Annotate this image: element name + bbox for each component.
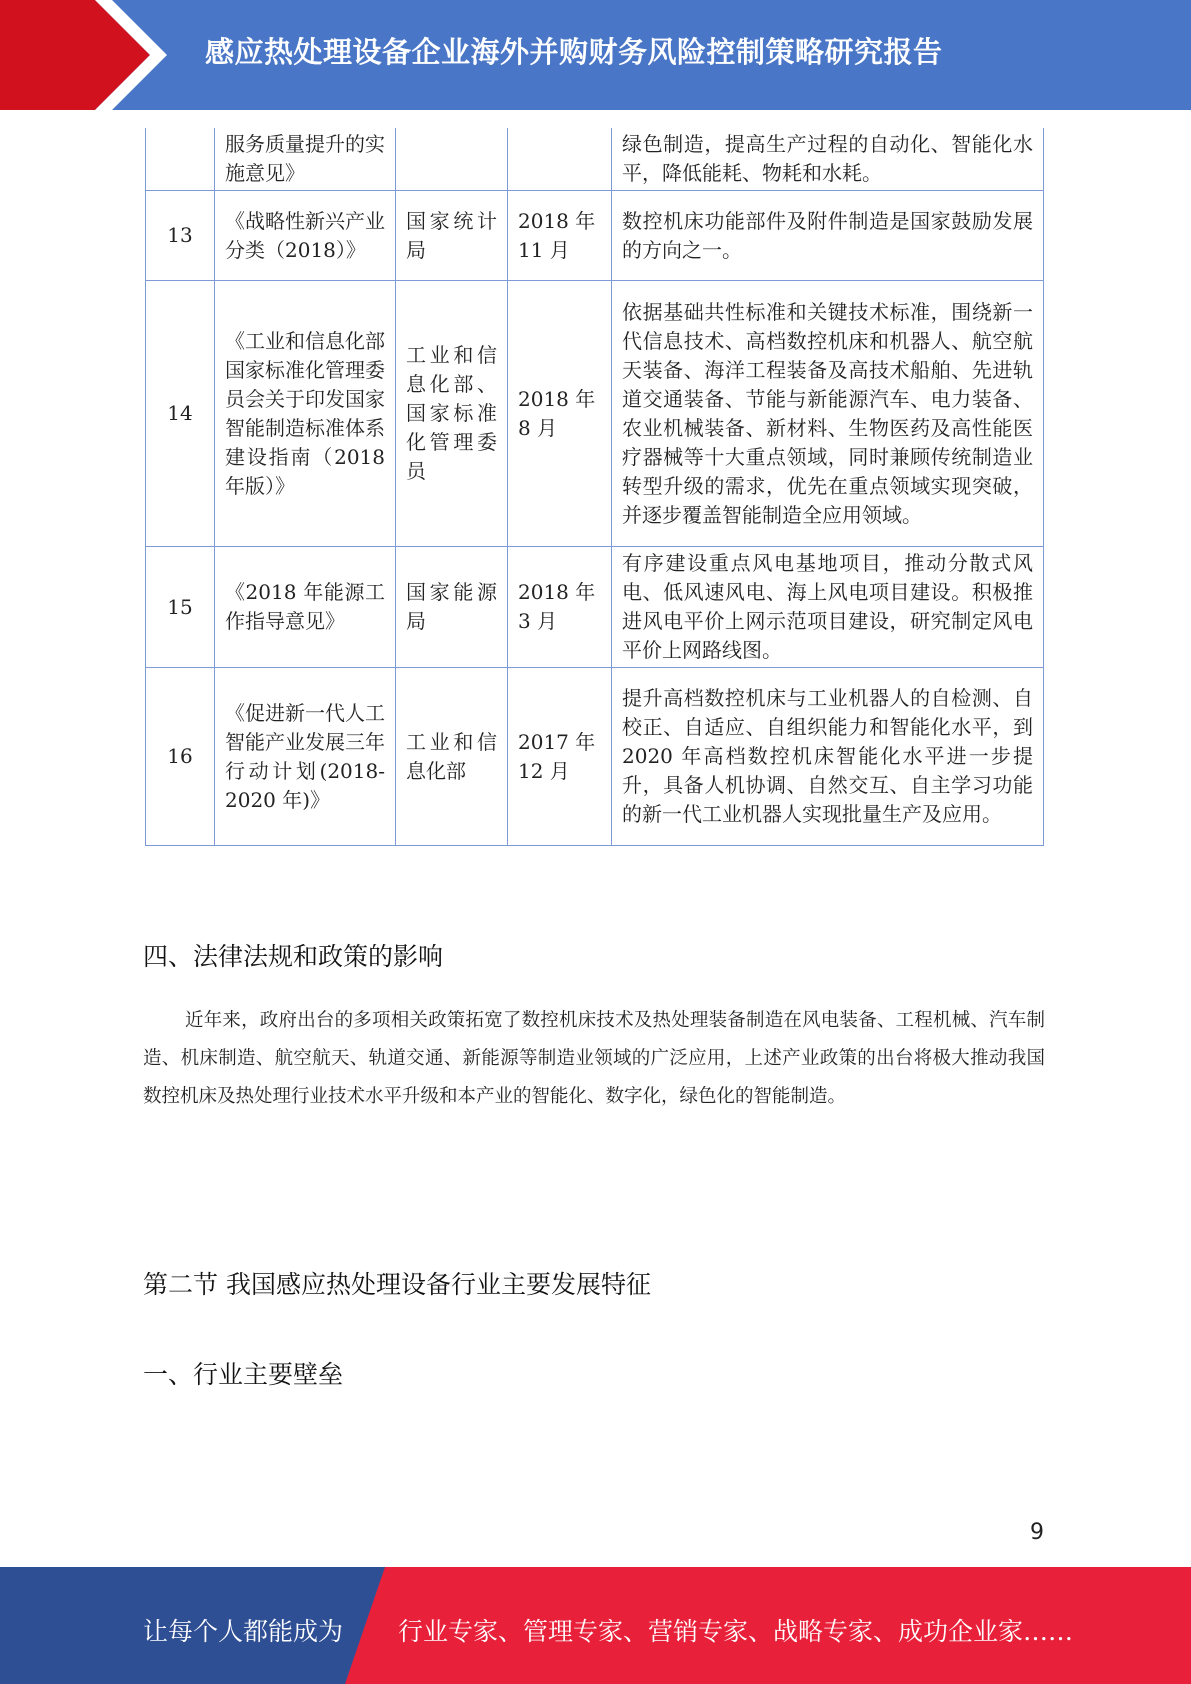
table-row <box>146 547 1044 668</box>
policy-date: 2018 年 11 月 <box>508 191 612 281</box>
policy-name: 《促进新一代人工智能产业发展三年行动计划(2018-2020 年)》 <box>215 668 396 846</box>
page-number: 9 <box>1030 1520 1044 1545</box>
chapter-heading: 第二节 我国感应热处理设备行业主要发展特征 <box>143 1270 651 1299</box>
policy-issuer: 工业和信息化部、国家标准化管理委员 <box>396 281 508 547</box>
policy-issuer <box>396 128 508 191</box>
row-number: 13 <box>146 191 215 281</box>
policy-issuer: 国家能源局 <box>396 547 508 668</box>
footer-slogan-left: 让每个人都能成为 <box>143 1617 344 1646</box>
table-row <box>146 128 1044 191</box>
policy-name: 《工业和信息化部国家标准化管理委员会关于印发国家智能制造标准体系建设指南（2018 年版）》 <box>215 281 396 547</box>
policy-issuer: 工业和信息化部 <box>396 668 508 846</box>
header-banner <box>0 0 1191 110</box>
policy-date: 2017 年 12 月 <box>508 668 612 846</box>
row-number: 15 <box>146 547 215 668</box>
policy-content: 依据基础共性标准和关键技术标准，围绕新一代信息技术、高档数控机床和机器人、航空航天装备、海洋工程装备及高技术船舶、先进轨道交通装备、节能与新能源汽车、电力装备、农业机械装备、新材料、生物医药及高性能医疗器械等十大重点领域，同时兼顾传统制造业转型升级的需求，优先在重点领域实现突破，并逐步覆盖智能制造全应用领域。 <box>612 281 1044 547</box>
policy-date: 2018 年 8 月 <box>508 281 612 547</box>
table-row <box>146 668 1044 846</box>
row-number <box>146 128 215 191</box>
report-title: 感应热处理设备企业海外并购财务风险控制策略研究报告 <box>205 35 943 69</box>
policy-date: 2018 年 3 月 <box>508 547 612 668</box>
policy-content: 绿色制造，提高生产过程的自动化、智能化水平，降低能耗、物耗和水耗。 <box>612 128 1044 191</box>
row-number: 16 <box>146 668 215 846</box>
policy-content: 有序建设重点风电基地项目，推动分散式风电、低风速风电、海上风电项目建设。积极推进风电平价上网示范项目建设，研究制定风电平价上网路线图。 <box>612 547 1044 668</box>
table-row <box>146 191 1044 281</box>
row-number: 14 <box>146 281 215 547</box>
policy-name: 《战略性新兴产业分类（2018）》 <box>215 191 396 281</box>
policy-content: 数控机床功能部件及附件制造是国家鼓励发展的方向之一。 <box>612 191 1044 281</box>
policy-table <box>145 128 1044 846</box>
policy-date <box>508 128 612 191</box>
policy-name: 服务质量提升的实施意见》 <box>215 128 396 191</box>
policy-name: 《2018 年能源工作指导意见》 <box>215 547 396 668</box>
policy-content: 提升高档数控机床与工业机器人的自检测、自校正、自适应、自组织能力和智能化水平，到 2020 年高档数控机床智能化水平进一步提升，具备人机协调、自然交互、自主学习功能的新一代工业机器人实现批量生产及应用。 <box>612 668 1044 846</box>
table-row <box>146 281 1044 547</box>
section-heading-policy-impact: 四、法律法规和政策的影响 <box>143 942 444 971</box>
body-paragraph: 近年来，政府出台的多项相关政策拓宽了数控机床技术及热处理装备制造在风电装备、工程机械、汽车制造、机床制造、航空航天、轨道交通、新能源等制造业领域的广泛应用，上述产业政策的出台将极大推动我国数控机床及热处理行业技术水平升级和本产业的智能化、数字化，绿色化的智能制造。 <box>143 1010 1045 1107</box>
header-arrow-decoration <box>0 0 180 110</box>
policy-issuer: 国家统计局 <box>396 191 508 281</box>
section-heading-barriers: 一、行业主要壁垒 <box>143 1360 344 1389</box>
footer-slogan-right: 行业专家、管理专家、营销专家、战略专家、成功企业家…… <box>398 1617 1074 1646</box>
